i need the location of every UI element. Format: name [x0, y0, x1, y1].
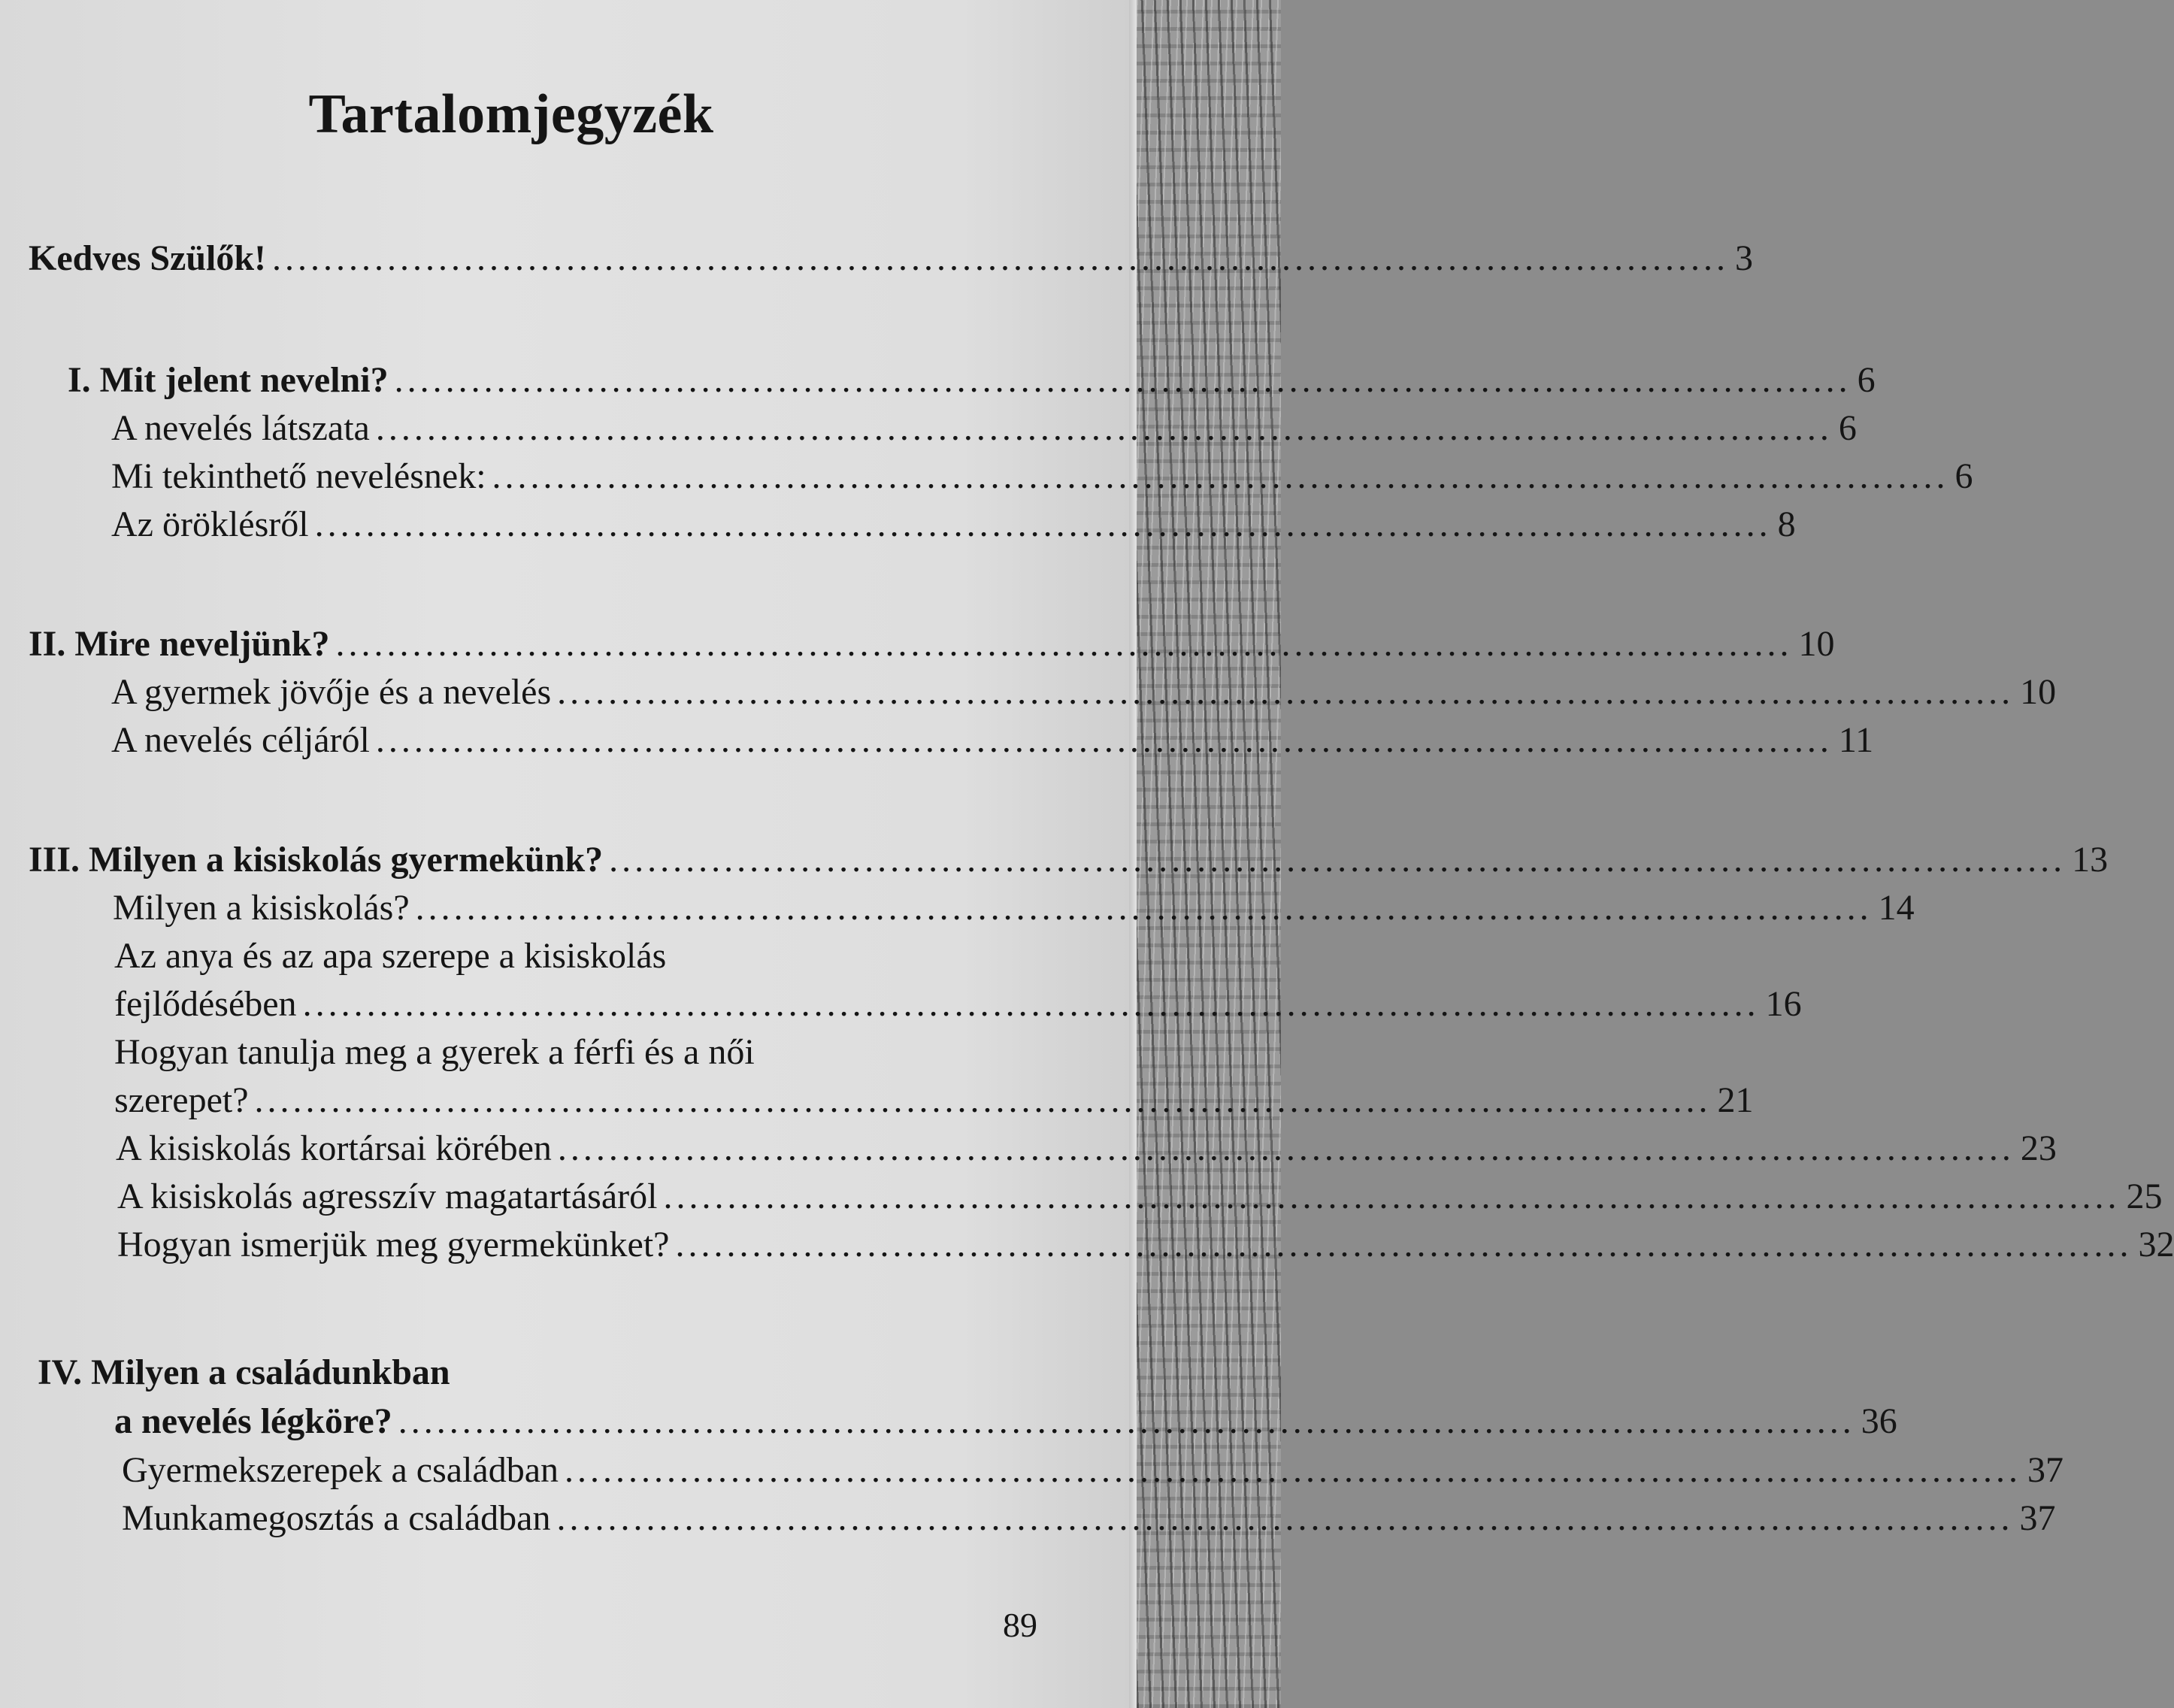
toc-page-number: 14 [1878, 888, 1915, 928]
toc-section-label: I. Mit jelent nevelni? [68, 360, 389, 400]
toc-item-label: Hogyan ismerjük meg gyermekünket? [117, 1225, 670, 1264]
toc-page-number: 10 [2020, 672, 2057, 712]
toc-item-label: Az öröklésről [111, 504, 309, 544]
toc-section-4-first-line: IV. Milyen a családunkban [38, 1352, 450, 1392]
toc-page-number: 13 [2072, 840, 2109, 880]
toc-item [122, 1450, 2064, 1490]
dot-leader: .................................................................................................................. [314, 504, 1772, 544]
toc-item-label: A nevelés látszata [111, 408, 370, 448]
dot-leader: .................................................................................................................. [375, 720, 1833, 760]
toc-item-label: fejlődésében [114, 984, 297, 1024]
toc-item [117, 1225, 2174, 1264]
dot-leader: .................................................................................................................. [302, 984, 1760, 1024]
toc-page-number: 6 [1954, 456, 1973, 496]
dot-leader: .................................................................................................................. [398, 1401, 1855, 1441]
toc-item [111, 672, 2057, 712]
toc-entry-label: Kedves Szülők! [29, 238, 267, 278]
page-title: Tartalomjegyzék [308, 83, 714, 145]
toc-item [111, 456, 1973, 496]
toc-item [122, 1498, 2056, 1538]
toc-section-label: a nevelés légköre? [114, 1401, 392, 1441]
dot-leader: .................................................................................................................. [609, 840, 2067, 880]
toc-item [111, 504, 1796, 544]
toc-item-label: szerepet? [114, 1080, 249, 1120]
dot-leader: .................................................................................................................. [254, 1080, 1712, 1120]
dot-leader: .................................................................................................................. [335, 624, 1793, 664]
toc-item-first-line: Az anya és az apa szerepe a kisiskolás [114, 936, 667, 976]
toc-section-4 [114, 1401, 1897, 1441]
toc-item-label: Milyen a kisiskolás? [113, 888, 410, 928]
toc-item [113, 888, 1915, 928]
toc-section-label: III. Milyen a kisiskolás gyermekünk? [29, 840, 604, 880]
toc-item-label: A kisiskolás kortársai körében [116, 1128, 552, 1168]
toc-item [117, 1177, 2163, 1216]
toc-page-number: 25 [2126, 1177, 2163, 1216]
dot-leader: .................................................................................................................. [663, 1177, 2121, 1216]
toc-entry-greeting [29, 238, 1754, 278]
page-number: 89 [1003, 1606, 1037, 1644]
toc-page-number: 6 [1857, 360, 1876, 400]
toc-page-number: 6 [1838, 408, 1857, 448]
dot-leader: .................................................................................................................. [375, 408, 1833, 448]
toc-item [114, 984, 1802, 1024]
toc-page-number: 36 [1861, 1401, 1897, 1441]
toc-item-label: Munkamegosztás a családban [122, 1498, 551, 1538]
toc-page-number: 10 [1798, 624, 1835, 664]
toc-item-label: A gyermek jövője és a nevelés [111, 672, 552, 712]
toc-section-1 [68, 360, 1876, 400]
toc-item [111, 720, 1874, 760]
toc-item-label: Gyermekszerepek a családban [122, 1450, 559, 1490]
toc-section-3 [29, 840, 2109, 880]
toc-item-label: A kisiskolás agresszív magatartásáról [117, 1177, 658, 1216]
toc-page-number: 23 [2020, 1128, 2057, 1168]
toc-page-number: 8 [1777, 504, 1796, 544]
dot-leader: .................................................................................................................. [492, 456, 1949, 496]
toc-page-number: 16 [1765, 984, 1802, 1024]
dot-leader: .................................................................................................................. [272, 238, 1730, 278]
dot-leader: .................................................................................................................. [557, 672, 2015, 712]
toc-page-number: 21 [1717, 1080, 1754, 1120]
toc-item [114, 1080, 1754, 1120]
dot-leader: .................................................................................................................. [415, 888, 1873, 928]
toc-page-number: 11 [1838, 720, 1874, 760]
toc-section-label: II. Mire neveljünk? [29, 624, 330, 664]
toc-item-label: A nevelés céljáról [111, 720, 370, 760]
toc-page-number: 37 [2027, 1450, 2064, 1490]
dot-leader: .................................................................................................................. [394, 360, 1852, 400]
dot-leader: .................................................................................................................. [556, 1498, 2014, 1538]
dot-leader: .................................................................................................................. [557, 1128, 2015, 1168]
toc-item [116, 1128, 2057, 1168]
toc-section-2 [29, 624, 1835, 664]
toc-page-number: 3 [1735, 238, 1754, 278]
dot-leader: .................................................................................................................. [675, 1225, 2133, 1264]
dot-leader: .................................................................................................................. [565, 1450, 2022, 1490]
toc-item-first-line: Hogyan tanulja meg a gyerek a férfi és a női [114, 1032, 755, 1072]
toc-item [111, 408, 1857, 448]
toc-item-label: Mi tekinthető nevelésnek: [111, 456, 486, 496]
toc-page-number: 32 [2138, 1225, 2174, 1264]
toc-page-number: 37 [2019, 1498, 2056, 1538]
